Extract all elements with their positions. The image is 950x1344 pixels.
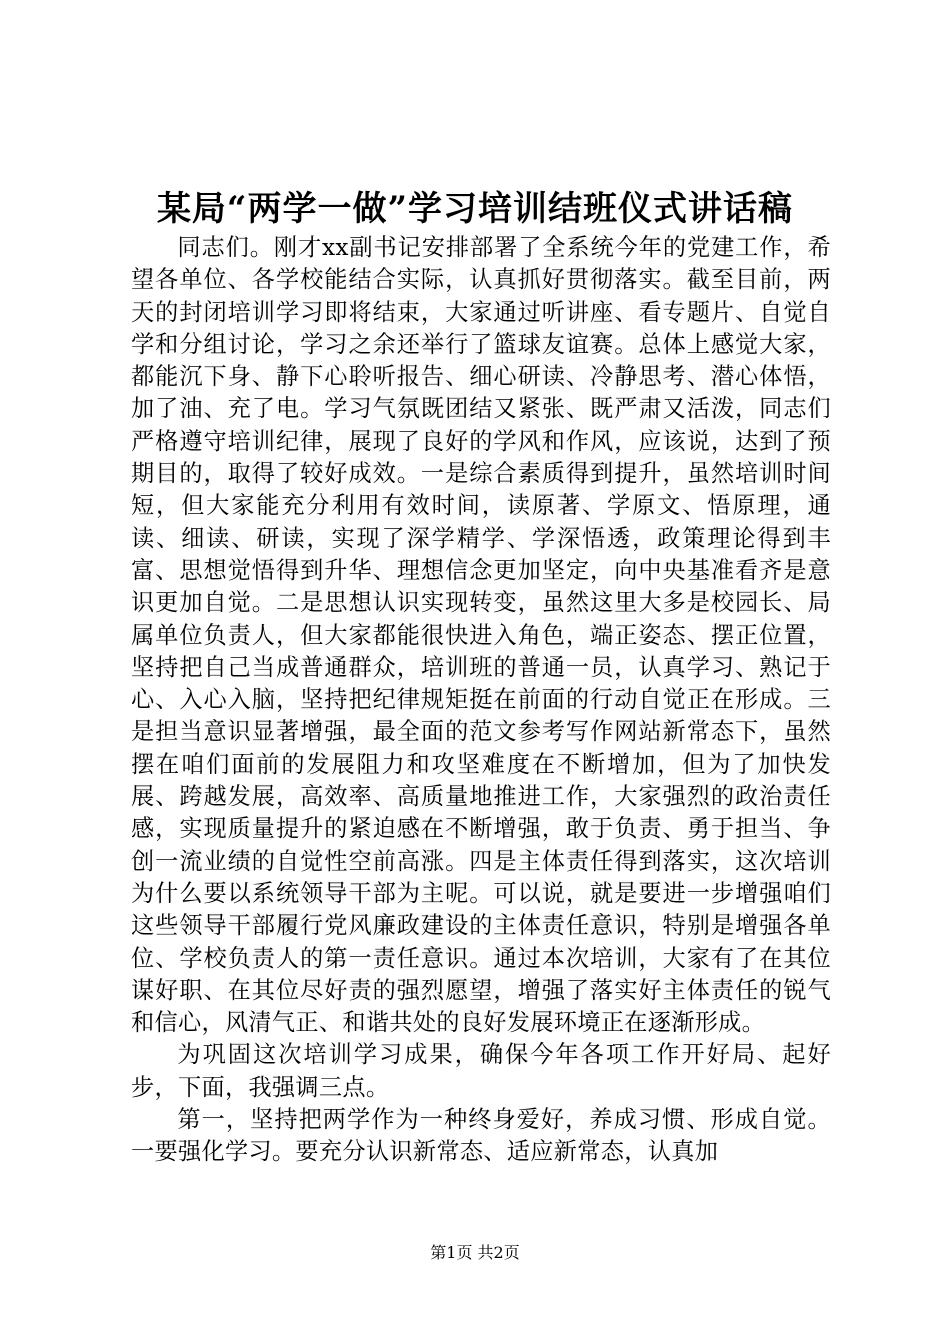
body-paragraph-1: 同志们。刚才xx副书记安排部署了全系统今年的党建工作，希望各单位、各学校能结合实际，认真抓好贯彻落实。截至目前，两天的封闭培训学习即将结束，大家通过听讲座、看专题片、自觉自学和分组讨论，学习之余还举行了篮球友谊赛。总体上感觉大家，都能沉下身、静下心聆听报告、细心研读、冷静思考、潜心体悟，加了油、充了电。学习气氛既团结又紧张、既严肃又活泼，同志们严格遵守培训纪律，展现了良好的学风和作风，应该说，达到了预期目的，取得了较好成效。一是综合素质得到提升，虽然培训时间短，但大家能充分利用有效时间，读原著、学原文、悟原理，通读、细读、研读，实现了深学精学、学深悟透，政策理论得到丰富、思想觉悟得到升华、理想信念更加坚定，向中央基准看齐是意识更加自觉。二是思想认识实现转变，虽然这里大多是校园长、局属单位负责人，但大家都能很快进入角色，端正姿态、摆正位置，坚持把自己当成普通群众，培训班的普通一员，认真学习、熟记于心、入心入脑，坚持把纪律规矩挺在前面的行动自觉正在形成。三是担当意识显著增强，最全面的范文参考写作网站新常态下，虽然摆在咱们面前的发展阻力和攻坚难度在不断增加，但为了加快发展、跨越发展，高效率、高质量地推进工作，大家强烈的政治责任感，实现质量提升的紧迫感在不断增强，敢于负责、勇于担当、争创一流业绩的自觉性空前高涨。四是主体责任得到落实，这次培训为什么要以系统领导干部为主呢。可以说，就是要进一步增强咱们这些领导干部履行党风廉政建设的主体责任意识，特别是增强各单位、学校负责人的第一责任意识。通过本次培训，大家有了在其位谋好职、在其位尽好责的强烈愿望，增强了落实好主体责任的锐气和信心，风清气正、和谐共处的良好发展环境正在逐渐形成。 xyxy=(131,234,831,1037)
document-title: 某局“两学一做”学习培训结班仪式讲话稿 xyxy=(156,189,794,229)
document-body xyxy=(131,232,831,1169)
page-number-footer: 第1页 共2页 xyxy=(430,1243,520,1262)
body-paragraph-2: 为巩固这次培训学习成果，确保今年各项工作开好局、起好步，下面，我强调三点。 xyxy=(131,1041,831,1101)
body-paragraph-3: 第一，坚持把两学作为一种终身爱好，养成习惯、形成自觉。一要强化学习。要充分认识新常态、适应新常态，认真加 xyxy=(131,1106,831,1166)
